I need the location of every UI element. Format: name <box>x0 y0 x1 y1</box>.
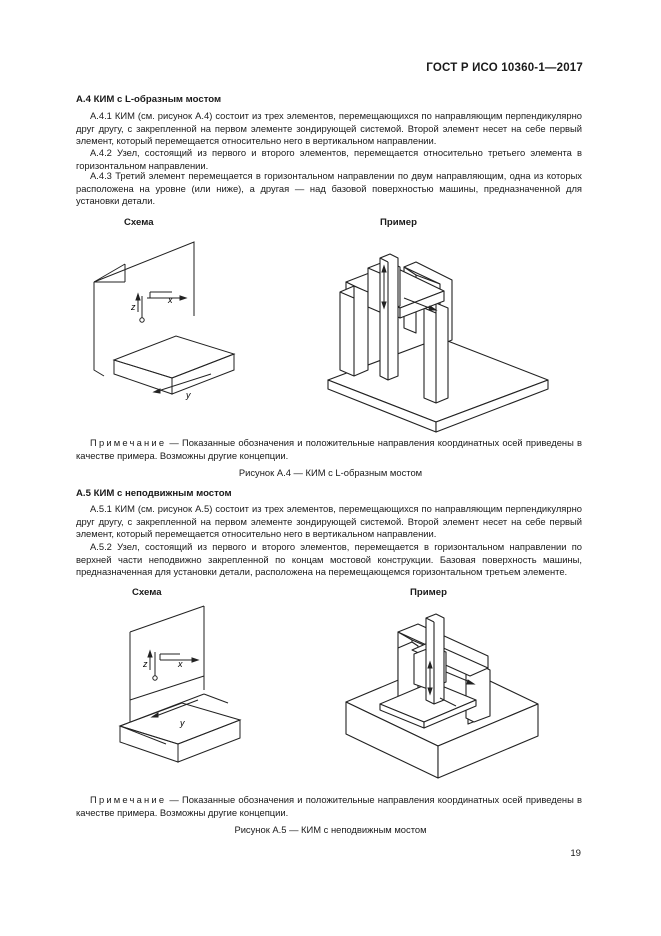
axis-z-label-a5: z <box>143 659 148 669</box>
paragraph-a4-1-text: А.4.1 КИМ (см. рисунок А.4) состоит из трех элементов, перемещающихся по направляющим перпендикулярно друг другу, с закрепленной на первом элементе зондирующей системой. Второй элемент несет на себе первый элемент, который перемещается относительно него в вертикальном направлении. <box>76 110 582 147</box>
axis-x-label-a5: x <box>178 659 183 669</box>
section-a4-title: А.4 КИМ с L-образным мостом <box>76 94 222 105</box>
axis-y-label: y <box>186 390 191 400</box>
figure-a5-scheme-label: Схема <box>132 587 162 598</box>
axis-z-label: z <box>131 302 136 312</box>
figure-a4-example-label: Пример <box>380 217 417 228</box>
figure-a4-scheme-label: Схема <box>124 217 154 228</box>
paragraph-a4-2-text: А.4.2 Узел, состоящий из первого и второго элементов, перемещается относительно третьего элемента в горизонтальном направлении. <box>76 147 582 171</box>
figure-a5-note <box>76 794 582 819</box>
note-a4-text: — Показанные обозначения и положительные направления координатных осей приведены в качестве примера. Возможны другие концепции. <box>76 437 582 461</box>
section-a5-title: А.5 КИМ с неподвижным мостом <box>76 488 232 499</box>
paragraph-a5-2-text: А.5.2 Узел, состоящий из первого и второго элементов, перемещается в горизонтальном направлении по верхней части неподвижно закрепленной по концам мостовой конструкции. Базовая поверхность машины, предназначенная для установки детали, расположена на перемещающемся горизонтальном третьем элементе. <box>76 541 582 578</box>
figure-a5-example-label: Пример <box>410 587 447 598</box>
figure-a5-caption: Рисунок А.5 — КИМ с неподвижным мостом <box>234 824 427 835</box>
paragraph-a4-3-text: А.4.3 Третий элемент перемещается в горизонтальном направлении по двум направляющим, одна из которых расположена на уровне (или ниже), а другая — над базовой поверхностью машины, предназначенной для установки детали. <box>76 170 582 207</box>
note-a4-word: Примечание <box>90 437 167 448</box>
page-number: 19 <box>570 848 581 859</box>
document-header: ГОСТ Р ИСО 10360-1—2017 <box>426 62 583 74</box>
axis-x-label: x <box>168 295 173 305</box>
paragraph-a5-1-text: А.5.1 КИМ (см. рисунок А.5) состоит из трех элементов, перемещающихся по направляющим перпендикулярно друг другу, с закрепленной на первом элементе зондирующей системой. Второй элемент несет на себе первый элемент, который перемещается относительно него в вертикальном направлении. <box>76 503 582 540</box>
note-a5-text: — Показанные обозначения и положительные направления координатных осей приведены в качестве примера. Возможны другие концепции. <box>76 794 582 818</box>
figure-a4-caption: Рисунок А.4 — КИМ с L-образным мостом <box>238 467 423 478</box>
axis-y-label-a5: y <box>180 718 185 728</box>
note-a5-word: Примечание <box>90 794 167 805</box>
